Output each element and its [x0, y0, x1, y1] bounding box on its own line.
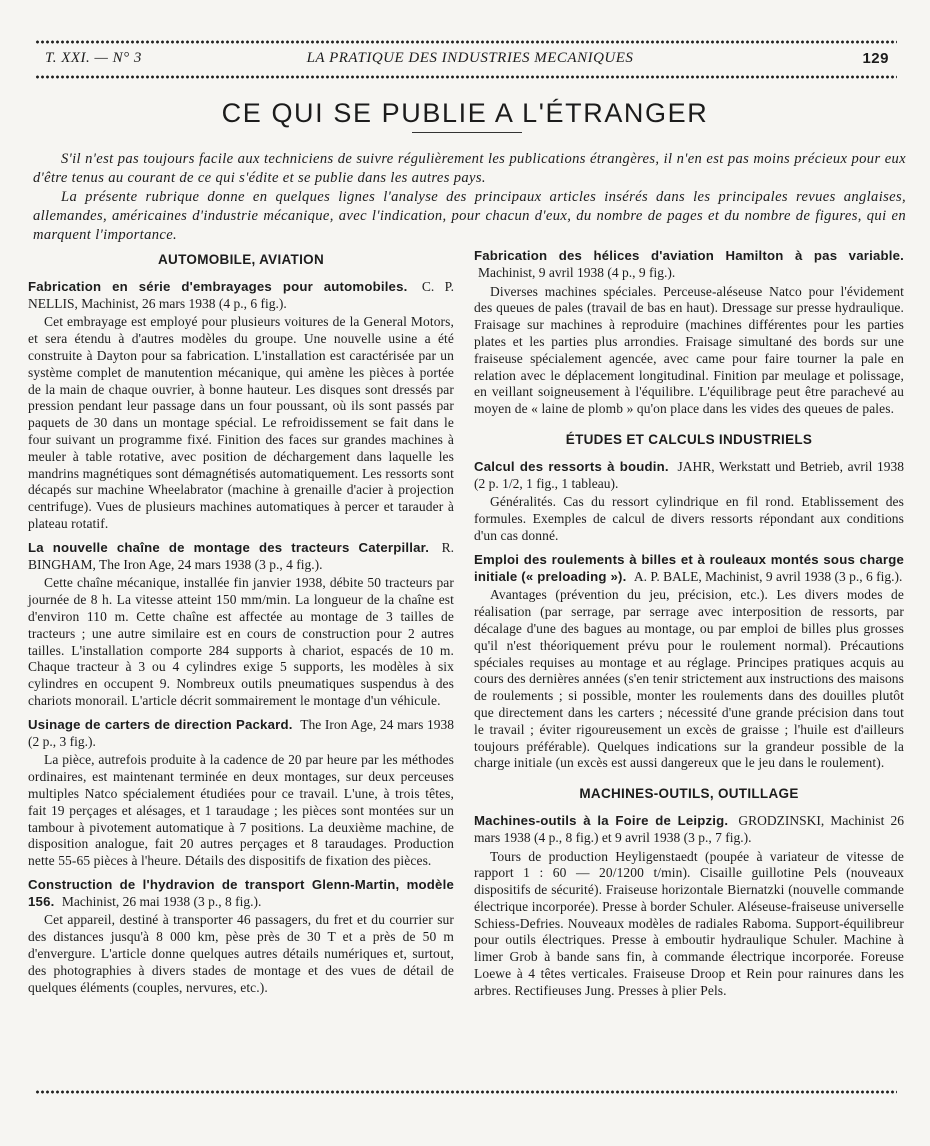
article	[474, 459, 904, 545]
volume-number: T. XXI. — N° 3	[45, 50, 142, 66]
article-title: Machines-outils à la Foire de Leipzig.	[474, 812, 729, 828]
header-dotted-rule-top	[35, 40, 897, 44]
article-heading	[28, 279, 454, 313]
article-body: Cette chaîne mécanique, installée fin janvier 1938, débite 50 tracteurs par journée de 8 h. La vitesse atteint 150 mm/min. La longueur de la chaîne est d'environ 110 m. Cette chaîne est affectée au montage de 3 tailles de tracteurs ; une autre similaire est en cours de construction pour 2 autres tailles. L'installation comporte 284 supports à chariot, espacés de 10 m. Chaque tracteur à 3 ou 4 cylindres exige 5 supports, les modèles à six cylindres en occupent 9. Nombreux outils pneumatiques suspendus à des chariots monorail. L'article décrit sommairement le montage d'un véhicule.	[28, 575, 454, 708]
section-heading: MACHINES-OUTILS, OUTILLAGE	[579, 786, 799, 802]
article-body: Généralités. Cas du ressort cylindrique en fil rond. Etablissement des formules. Exemples de calcul de divers ressorts répondant aux conditions d'un cas donné.	[474, 494, 904, 543]
article-heading	[28, 877, 454, 911]
article-source: Machinist, 9 avril 1938 (4 p., 9 fig.).	[478, 264, 676, 280]
article	[474, 248, 904, 418]
article-body: Diverses machines spéciales. Perceuse-aléseuse Natco pour l'évidement des queues de pales (travail de bas en haut). Dressage sur presse hydraulique. Fraisage sur machines à reproduire (machines différentes pour les parties plates et les parties plus arrondies. Fraisage simultané des bords sur une fraiseuse spécialement agencée, avec came pour faire tourner la pale en relation avec le déplacement longitudinal. Finition par meulage et polissage, en veillant soigneusement à l'équilibre. L'équilibrage peut être parachevé au moyen de « laine de plomb » qu'on place dans les vides des queues de pales.	[474, 283, 904, 417]
article	[28, 540, 454, 710]
article-source: The Iron Age, 24 mars 1938 (2 p., 3 fig.).	[28, 716, 454, 749]
title-underline	[412, 132, 522, 133]
article-title: Calcul des ressorts à boudin.	[474, 458, 669, 474]
left-column	[28, 248, 454, 1003]
intro	[33, 150, 906, 245]
running-header	[45, 46, 895, 70]
article-body: Tours de production Heyligenstaedt (poupée à variateur de vitesse de rapport 1 : 60 — 20/1200 t/min). Cisaille guillotine Pels (nouveaux dispositifs de sécurité). Fraiseuse horizontale Biernatzki (nouvelle commande électrique incorporée). Presse à border Schuler. Aléseuse-fraiseuse universelle Schiess-Defries. Nouveaux modèles de radiales Raboma. Support-équilibreur pour outils électriques. Presse à emboutir hydraulique Schuler. Machine à limer Grob à bande sans fin, à commande électrique incorporée. Foreuse Loewe à 4 têtes verticales. Fraiseuse Droop et Rein pour rainures dans les arbres. Rectifieuses Jung. Presses à plier Pels.	[474, 848, 904, 998]
article-body: Avantages (prévention du jeu, précision, etc.). Les divers modes de réalisation (par serrage, par serrage avec interposition de ressorts, par décalage d'une des bagues au montage, ou par emploi de billes plus grosses qu'il n'est théoriquement prévu pour le roulement normal). Précautions spéciales requises au montage et au réglage. Principes pratiques acquis au cours des dernières années (s'en tenir strictement aux instructions des maisons de roulements ; si possible, monter les roulements dans des douilles plutôt que directement dans les carters ; nécessité d'une grande précision dans tout le travail ; éviter rigoureusement un excès de graisse ; l'huile est d'ailleurs toujours préférable). Quelques indications sur la grandeur possible de la charge initiale (un excès est aussi dangereux que le jeu dans le roulement).	[474, 587, 904, 771]
article-source: R. BINGHAM, The Iron Age, 24 mars 1938 (3 p., 4 fig.).	[28, 539, 455, 572]
section-heading: AUTOMOBILE, AVIATION	[158, 252, 324, 267]
article	[28, 877, 454, 997]
intro-paragraph: La présente rubrique donne en quelques lignes l'analyse des principaux articles insérés dans les principales revues anglaises, allemandes, américaines d'industrie mécanique, avec l'indication, pour chacun d'eux, du nombre de pages et du nombre de figures, qui en marquent l'importance.	[33, 189, 906, 243]
section-heading: ÉTUDES ET CALCULS INDUSTRIELS	[565, 431, 813, 447]
article-title: La nouvelle chaîne de montage des tracteurs Caterpillar.	[28, 539, 430, 555]
article	[474, 813, 904, 1000]
article-heading	[28, 540, 454, 574]
article-source: GRODZINSKI, Machinist 26 mars 1938 (4 p., 8 fig.) et 9 avril 1938 (3 p., 7 fig.).	[474, 812, 904, 845]
article-heading	[474, 248, 904, 282]
article	[28, 279, 454, 533]
article-source: A. P. BALE, Machinist, 9 avril 1938 (3 p., 6 fig.).	[633, 568, 903, 584]
journal-title: LA PRATIQUE DES INDUSTRIES MECANIQUES	[306, 50, 634, 66]
article-title: Fabrication en série d'embrayages pour automobiles.	[28, 278, 408, 294]
article-body: Cet embrayage est employé pour plusieurs voitures de la General Motors, et sera étendu à d'autres modèles du groupe. Une nouvelle usine a été construite à Dayton pour sa fabrication. L'installation est caractérisée par un système complet de manutention mécanique, qui amène les pièces à portée de la main de chaque ouvrier, à bonne hauteur. Les disques sont dressés par pression pendant leur passage dans un four poussant, où ils sont passés par paquets de 30 dans un montage spécial. Le refroidissement se fait dans le four suivant un programme fixé. Finition des faces sur grandes machines à meuler à table rotative, avec position de déchargement dans laquelle les mandrins magnétiques sont démagnétisés automatiquement. Les ressorts sont décapés sur machine Wheelabrator (machine à grenaille d'acier à projection centrifuge). Vues de plusieurs machines automatiques à percer et tarauder à plateau rotatif.	[28, 314, 454, 531]
article	[474, 552, 904, 772]
article-heading	[28, 717, 454, 751]
article-heading	[474, 459, 904, 493]
right-column	[474, 248, 904, 1007]
intro-paragraph: S'il n'est pas toujours facile aux techniciens de suivre régulièrement les publications étrangères, il n'en est pas moins précieux pour eux d'être tenus au courant de ce qui s'édite et se publie dans les autres pays.	[33, 151, 906, 186]
article-title: Fabrication des hélices d'aviation Hamilton à pas variable.	[474, 248, 904, 263]
header-dotted-rule-bottom	[35, 75, 897, 79]
article-source: JAHR, Werkstatt und Betrieb, avril 1938 (2 p. 1/2, 1 fig., 1 tableau).	[474, 458, 905, 491]
page-title: CE QUI SE PUBLIE A L'ÉTRANGER	[221, 98, 709, 128]
article-heading	[474, 552, 904, 586]
article-body: La pièce, autrefois produite à la cadence de 20 par heure par les méthodes ordinaires, est maintenant terminée en deux montages, sur deux perceuses multiples Natco spécialement étudiées pour ce travail. L'une, à trois têtes, fait 19 perçages et alésages, et 1 taraudage ; les pièces sont montées sur un tambour à pivotement automatique à 7 positions. La deuxième machine, de disposition analogue, fait 20 autres perçages et 8 taraudages. Production nette 55-65 pièces à l'heure. Détails des dispositifs de fixation des pièces.	[28, 752, 454, 869]
article-body: Cet appareil, destiné à transporter 46 passagers, du fret et du courrier sur des distances jusqu'à 8 000 km, pèse près de 30 T et a près de 50 m d'envergure. L'article donne quelques autres détails numériques et, surtout, des photographies à divers stades de montage et des vues de détail de quelques éléments (couples, nervures, etc.).	[28, 912, 454, 995]
footer-dotted-rule	[35, 1090, 897, 1094]
article-title: Usinage de carters de direction Packard.	[28, 716, 293, 732]
article-source: Machinist, 26 mai 1938 (3 p., 8 fig.).	[61, 893, 262, 909]
article-source: C. P. NELLIS, Machinist, 26 mars 1938 (4 p., 6 fig.).	[28, 278, 454, 311]
article-title: Emploi des roulements à billes et à rouleaux montés sous charge initiale (« preloading »).	[474, 551, 904, 584]
article-heading	[474, 813, 904, 847]
page-number: 129	[862, 50, 889, 67]
article	[28, 717, 454, 870]
article-title: Construction de l'hydravion de transport Glenn-Martin, modèle 156.	[28, 876, 454, 909]
